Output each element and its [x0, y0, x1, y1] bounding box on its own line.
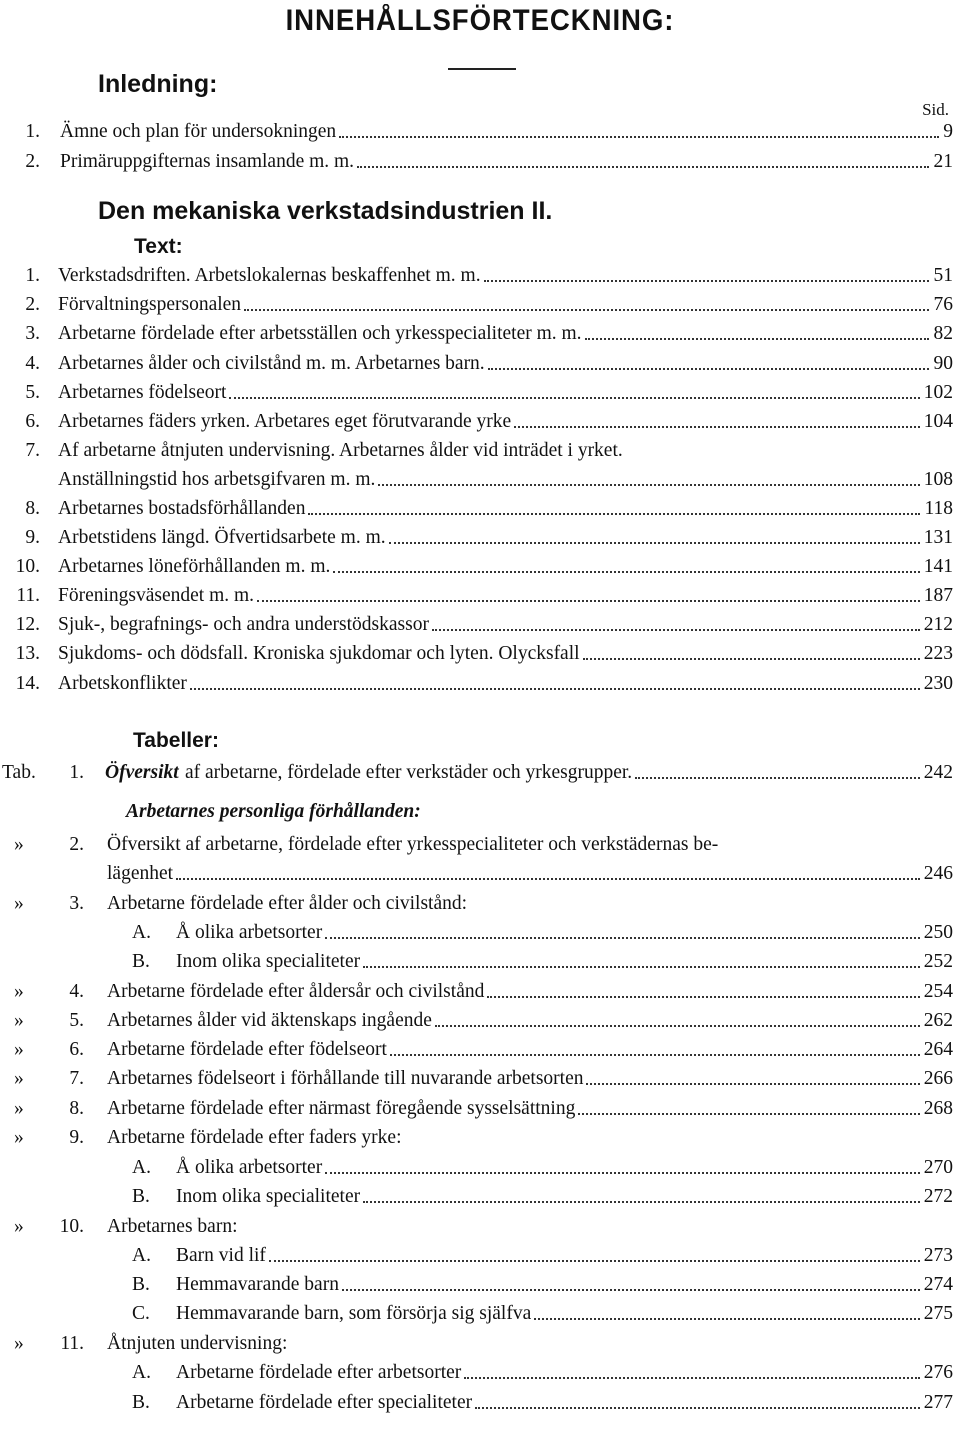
dot-leader — [586, 1083, 920, 1085]
page-number: 268 — [923, 1098, 953, 1119]
sub-letter: B. — [132, 1186, 150, 1207]
tab-ditto-mark: » — [14, 1010, 24, 1031]
page-number: 118 — [924, 498, 953, 519]
toc-entry — [0, 585, 960, 613]
page-number: 270 — [923, 1157, 953, 1178]
dot-leader — [325, 1172, 920, 1174]
entry-number: 1. — [25, 265, 40, 286]
entry-number: 2. — [25, 151, 40, 172]
page-number: 212 — [923, 614, 953, 635]
dot-leader — [257, 600, 920, 602]
toc-entry — [0, 1245, 960, 1273]
toc-entry — [0, 614, 960, 642]
entry-title: Sjuk-, begrafnings- och andra understödskassor — [58, 614, 429, 635]
dot-leader — [635, 777, 920, 779]
entry-title: Arbetskonflikter — [58, 673, 187, 694]
dot-leader — [432, 629, 920, 631]
toc-entry — [0, 1392, 960, 1420]
tab-number: 4. — [69, 981, 84, 1002]
toc-entry — [0, 527, 960, 555]
page-number: 262 — [923, 1010, 953, 1031]
tab-title: Å olika arbetsorter — [176, 922, 323, 943]
entry-title: Af arbetarne åtnjuten undervisning. Arbetarnes ålder vid inträdet i yrket. — [58, 440, 623, 461]
page-number: 223 — [923, 643, 953, 664]
tab-title: Inom olika specialiteter — [176, 951, 361, 972]
page-number: 131 — [923, 527, 953, 548]
toc-entry — [0, 1274, 960, 1302]
dot-leader — [339, 136, 939, 138]
tab-title: Barn vid lif — [176, 1245, 266, 1266]
toc-entry — [0, 834, 960, 862]
dot-leader — [190, 688, 920, 690]
page-number: 21 — [933, 151, 953, 172]
sub-letter: A. — [132, 1362, 151, 1383]
entry-number: 2. — [25, 294, 40, 315]
dot-leader — [176, 878, 920, 880]
page-number: 254 — [923, 981, 953, 1002]
entry-title: Anställningstid hos arbetsgifvaren m. m. — [58, 469, 376, 490]
tab-title: Å olika arbetsorter — [176, 1157, 323, 1178]
tab-title: Arbetarne fördelade efter arbetsorter — [176, 1362, 462, 1383]
tab-ditto-mark: » — [14, 893, 24, 914]
tab-number: 7. — [69, 1068, 84, 1089]
sub-letter: C. — [132, 1303, 150, 1324]
tab-title: Hemmavarande barn, som försörja sig själfva — [176, 1303, 532, 1324]
toc-entry — [0, 382, 960, 410]
dot-leader — [357, 166, 929, 168]
toc-entry — [0, 1039, 960, 1067]
entry-title: Arbetarnes fäders yrken. Arbetares eget förutvarande yrke — [58, 411, 512, 432]
dot-leader — [363, 966, 920, 968]
tab-ditto-mark: » — [14, 1039, 24, 1060]
tabeller-heading: Tabeller: — [133, 729, 219, 752]
entry-title: Sjukdoms- och dödsfall. Kroniska sjukdomar och lyten. Olycksfall — [58, 643, 580, 664]
dot-leader — [389, 542, 920, 544]
tab-italic-title: Öfversikt — [105, 762, 179, 783]
tab-title: af arbetarne, fördelade efter verkstäder och yrkesgrupper. — [185, 762, 633, 783]
tab-number: 2. — [69, 834, 84, 855]
entry-number: 14. — [15, 673, 40, 694]
tab-ditto-mark: » — [14, 1068, 24, 1089]
page-number: 252 — [923, 951, 953, 972]
toc-entry — [0, 643, 960, 671]
entry-title: Arbetarnes födelseort — [58, 382, 227, 403]
entry-title: Arbetstidens längd. Öfvertidsarbete m. m. — [58, 527, 386, 548]
toc-entry — [0, 440, 960, 468]
page-number: 246 — [923, 863, 953, 884]
page-number: 187 — [923, 585, 953, 606]
toc-entry — [0, 498, 960, 526]
tab-title: lägenhet — [107, 863, 174, 884]
dot-leader — [585, 338, 929, 340]
page-column-label: Sid. — [922, 100, 949, 119]
title-rule — [448, 68, 516, 70]
tab-title: Arbetarne fördelade efter närmast föregående sysselsättning — [107, 1098, 576, 1119]
personliga-heading: Arbetarnes personliga förhållanden: — [126, 801, 421, 822]
sub-letter: B. — [132, 1392, 150, 1413]
dot-leader — [229, 397, 920, 399]
sub-letter: B. — [132, 1274, 150, 1295]
entry-number: 3. — [25, 323, 40, 344]
page-number: 230 — [923, 673, 953, 694]
dot-leader — [333, 571, 920, 573]
entry-title: Föreningsväsendet m. m. — [58, 585, 255, 606]
entry-title: Primäruppgifternas insamlande m. m. — [60, 151, 355, 172]
sub-letter: A. — [132, 1245, 151, 1266]
toc-entry — [0, 1157, 960, 1185]
tab-title: Arbetarnes ålder vid äktenskaps ingående — [107, 1010, 432, 1031]
page-number: 273 — [923, 1245, 953, 1266]
page-number: 102 — [923, 382, 953, 403]
toc-entry — [0, 951, 960, 979]
tab-title: Inom olika specialiteter — [176, 1186, 361, 1207]
dot-leader — [363, 1201, 920, 1203]
toc-entry — [0, 556, 960, 584]
page-number: 9 — [943, 121, 953, 142]
dot-leader — [244, 309, 929, 311]
section-heading: Den mekaniska verkstadsindustrien II. — [98, 197, 553, 225]
page-number: 264 — [923, 1039, 953, 1060]
toc-entry — [0, 922, 960, 950]
entry-number: 1. — [25, 121, 40, 142]
dot-leader — [378, 484, 920, 486]
toc-entry — [0, 893, 960, 921]
dot-leader — [583, 658, 920, 660]
toc-entry — [0, 121, 960, 149]
tab-ditto-mark: » — [14, 1098, 24, 1119]
entry-number: 4. — [25, 353, 40, 374]
toc-entry — [0, 469, 960, 497]
tab-ditto-mark: » — [14, 1333, 24, 1354]
entry-title: Arbetarnes löneförhållanden m. m. — [58, 556, 331, 577]
sub-letter: A. — [132, 922, 151, 943]
page-number: 51 — [933, 265, 953, 286]
toc-entry — [0, 1333, 960, 1361]
sub-letter: A. — [132, 1157, 151, 1178]
toc-entry — [0, 353, 960, 381]
toc-entry — [0, 265, 960, 293]
tab-title: Arbetarnes barn: — [107, 1216, 238, 1237]
tab-ditto-mark: » — [14, 1127, 24, 1148]
entry-title: Verkstadsdriften. Arbetslokalernas beskaffenhet m. m. — [58, 265, 481, 286]
toc-entry — [0, 1216, 960, 1244]
entry-number: 8. — [25, 498, 40, 519]
dot-leader — [435, 1025, 920, 1027]
toc-entry — [0, 151, 960, 179]
entry-number: 7. — [25, 440, 40, 461]
dot-leader — [487, 996, 920, 998]
tab-title: Arbetarne fördelade efter ålder och civilstånd: — [107, 893, 468, 914]
entry-title: Arbetarnes bostadsförhållanden — [58, 498, 306, 519]
tab-ditto-mark: » — [14, 1216, 24, 1237]
text-heading: Text: — [134, 235, 183, 258]
tab-title: Arbetarne fördelade efter faders yrke: — [107, 1127, 402, 1148]
toc-entry — [0, 863, 960, 891]
page-number: 242 — [923, 762, 953, 783]
entry-number: 13. — [15, 643, 40, 664]
toc-entry — [0, 323, 960, 351]
toc-entry — [0, 1362, 960, 1390]
page-number: 274 — [923, 1274, 953, 1295]
tab-title: Arbetarne fördelade efter åldersår och civilstånd — [107, 981, 485, 1002]
toc-entry — [0, 294, 960, 322]
dot-leader — [484, 280, 929, 282]
entry-title: Arbetarnes ålder och civilstånd m. m. Arbetarnes barn. — [58, 353, 485, 374]
tab-number: 5. — [69, 1010, 84, 1031]
tab-number: 3. — [69, 893, 84, 914]
tab-title: Arbetarne fördelade efter specialiteter — [176, 1392, 473, 1413]
entry-number: 6. — [25, 411, 40, 432]
dot-leader — [308, 513, 920, 515]
sub-letter: B. — [132, 951, 150, 972]
toc-entry — [0, 1303, 960, 1331]
tab-title: Åtnjuten undervisning: — [107, 1333, 288, 1354]
page-number: 266 — [923, 1068, 953, 1089]
page-number: 277 — [923, 1392, 953, 1413]
page-number: 141 — [923, 556, 953, 577]
page-number: 276 — [923, 1362, 953, 1383]
inledning-heading: Inledning: — [98, 70, 218, 98]
entry-title: Ämne och plan för undersokningen — [60, 121, 337, 142]
dot-leader — [475, 1407, 920, 1409]
toc-entry — [0, 1068, 960, 1096]
toc-entry — [0, 1186, 960, 1214]
tab-ditto-mark: » — [14, 834, 24, 855]
toc-entry — [0, 981, 960, 1009]
dot-leader — [342, 1289, 920, 1291]
entry-title: Förvaltningspersonalen — [58, 294, 242, 315]
tab-number: 9. — [69, 1127, 84, 1148]
tab-ditto-mark: » — [14, 981, 24, 1002]
dot-leader — [325, 937, 920, 939]
tab-number: 6. — [69, 1039, 84, 1060]
dot-leader — [390, 1054, 920, 1056]
page-number: 108 — [923, 469, 953, 490]
entry-title: Arbetarne fördelade efter arbetsställen och yrkesspecialiteter m. m. — [58, 323, 582, 344]
tab-title: Arbetarnes födelseort i förhållande till nuvarande arbetsorten — [107, 1068, 584, 1089]
page-number: 272 — [923, 1186, 953, 1207]
dot-leader — [488, 368, 929, 370]
toc-entry — [0, 1010, 960, 1038]
toc-entry — [0, 1127, 960, 1155]
dot-leader — [514, 426, 920, 428]
entry-number: 10. — [15, 556, 40, 577]
tab-number: 8. — [69, 1098, 84, 1119]
entry-number: 5. — [25, 382, 40, 403]
page-number: 76 — [933, 294, 953, 315]
tab-prefix: Tab. — [2, 762, 36, 783]
toc-entry — [0, 762, 960, 790]
page-number: 275 — [923, 1303, 953, 1324]
entry-number: 11. — [16, 585, 40, 606]
toc-entry — [0, 1098, 960, 1126]
tab-title: Öfversikt af arbetarne, fördelade efter yrkesspecialiteter och verkstädernas be- — [107, 834, 719, 855]
dot-leader — [578, 1113, 920, 1115]
dot-leader — [464, 1377, 920, 1379]
entry-number: 12. — [15, 614, 40, 635]
dot-leader — [534, 1318, 920, 1320]
page-number: 104 — [923, 411, 953, 432]
page-number: 82 — [933, 323, 953, 344]
tab-title: Arbetarne fördelade efter födelseort — [107, 1039, 387, 1060]
entry-number: 9. — [25, 527, 40, 548]
tab-title: Hemmavarande barn — [176, 1274, 339, 1295]
dot-leader — [269, 1260, 920, 1262]
page-number: 250 — [923, 922, 953, 943]
toc-entry — [0, 411, 960, 439]
page-title: INNEHÅLLSFÖRTECKNING: — [285, 4, 675, 37]
page-number: 90 — [933, 353, 953, 374]
toc-entry — [0, 673, 960, 701]
tab-number: 1. — [69, 762, 84, 783]
tab-number: 11. — [60, 1333, 84, 1354]
tab-number: 10. — [59, 1216, 84, 1237]
